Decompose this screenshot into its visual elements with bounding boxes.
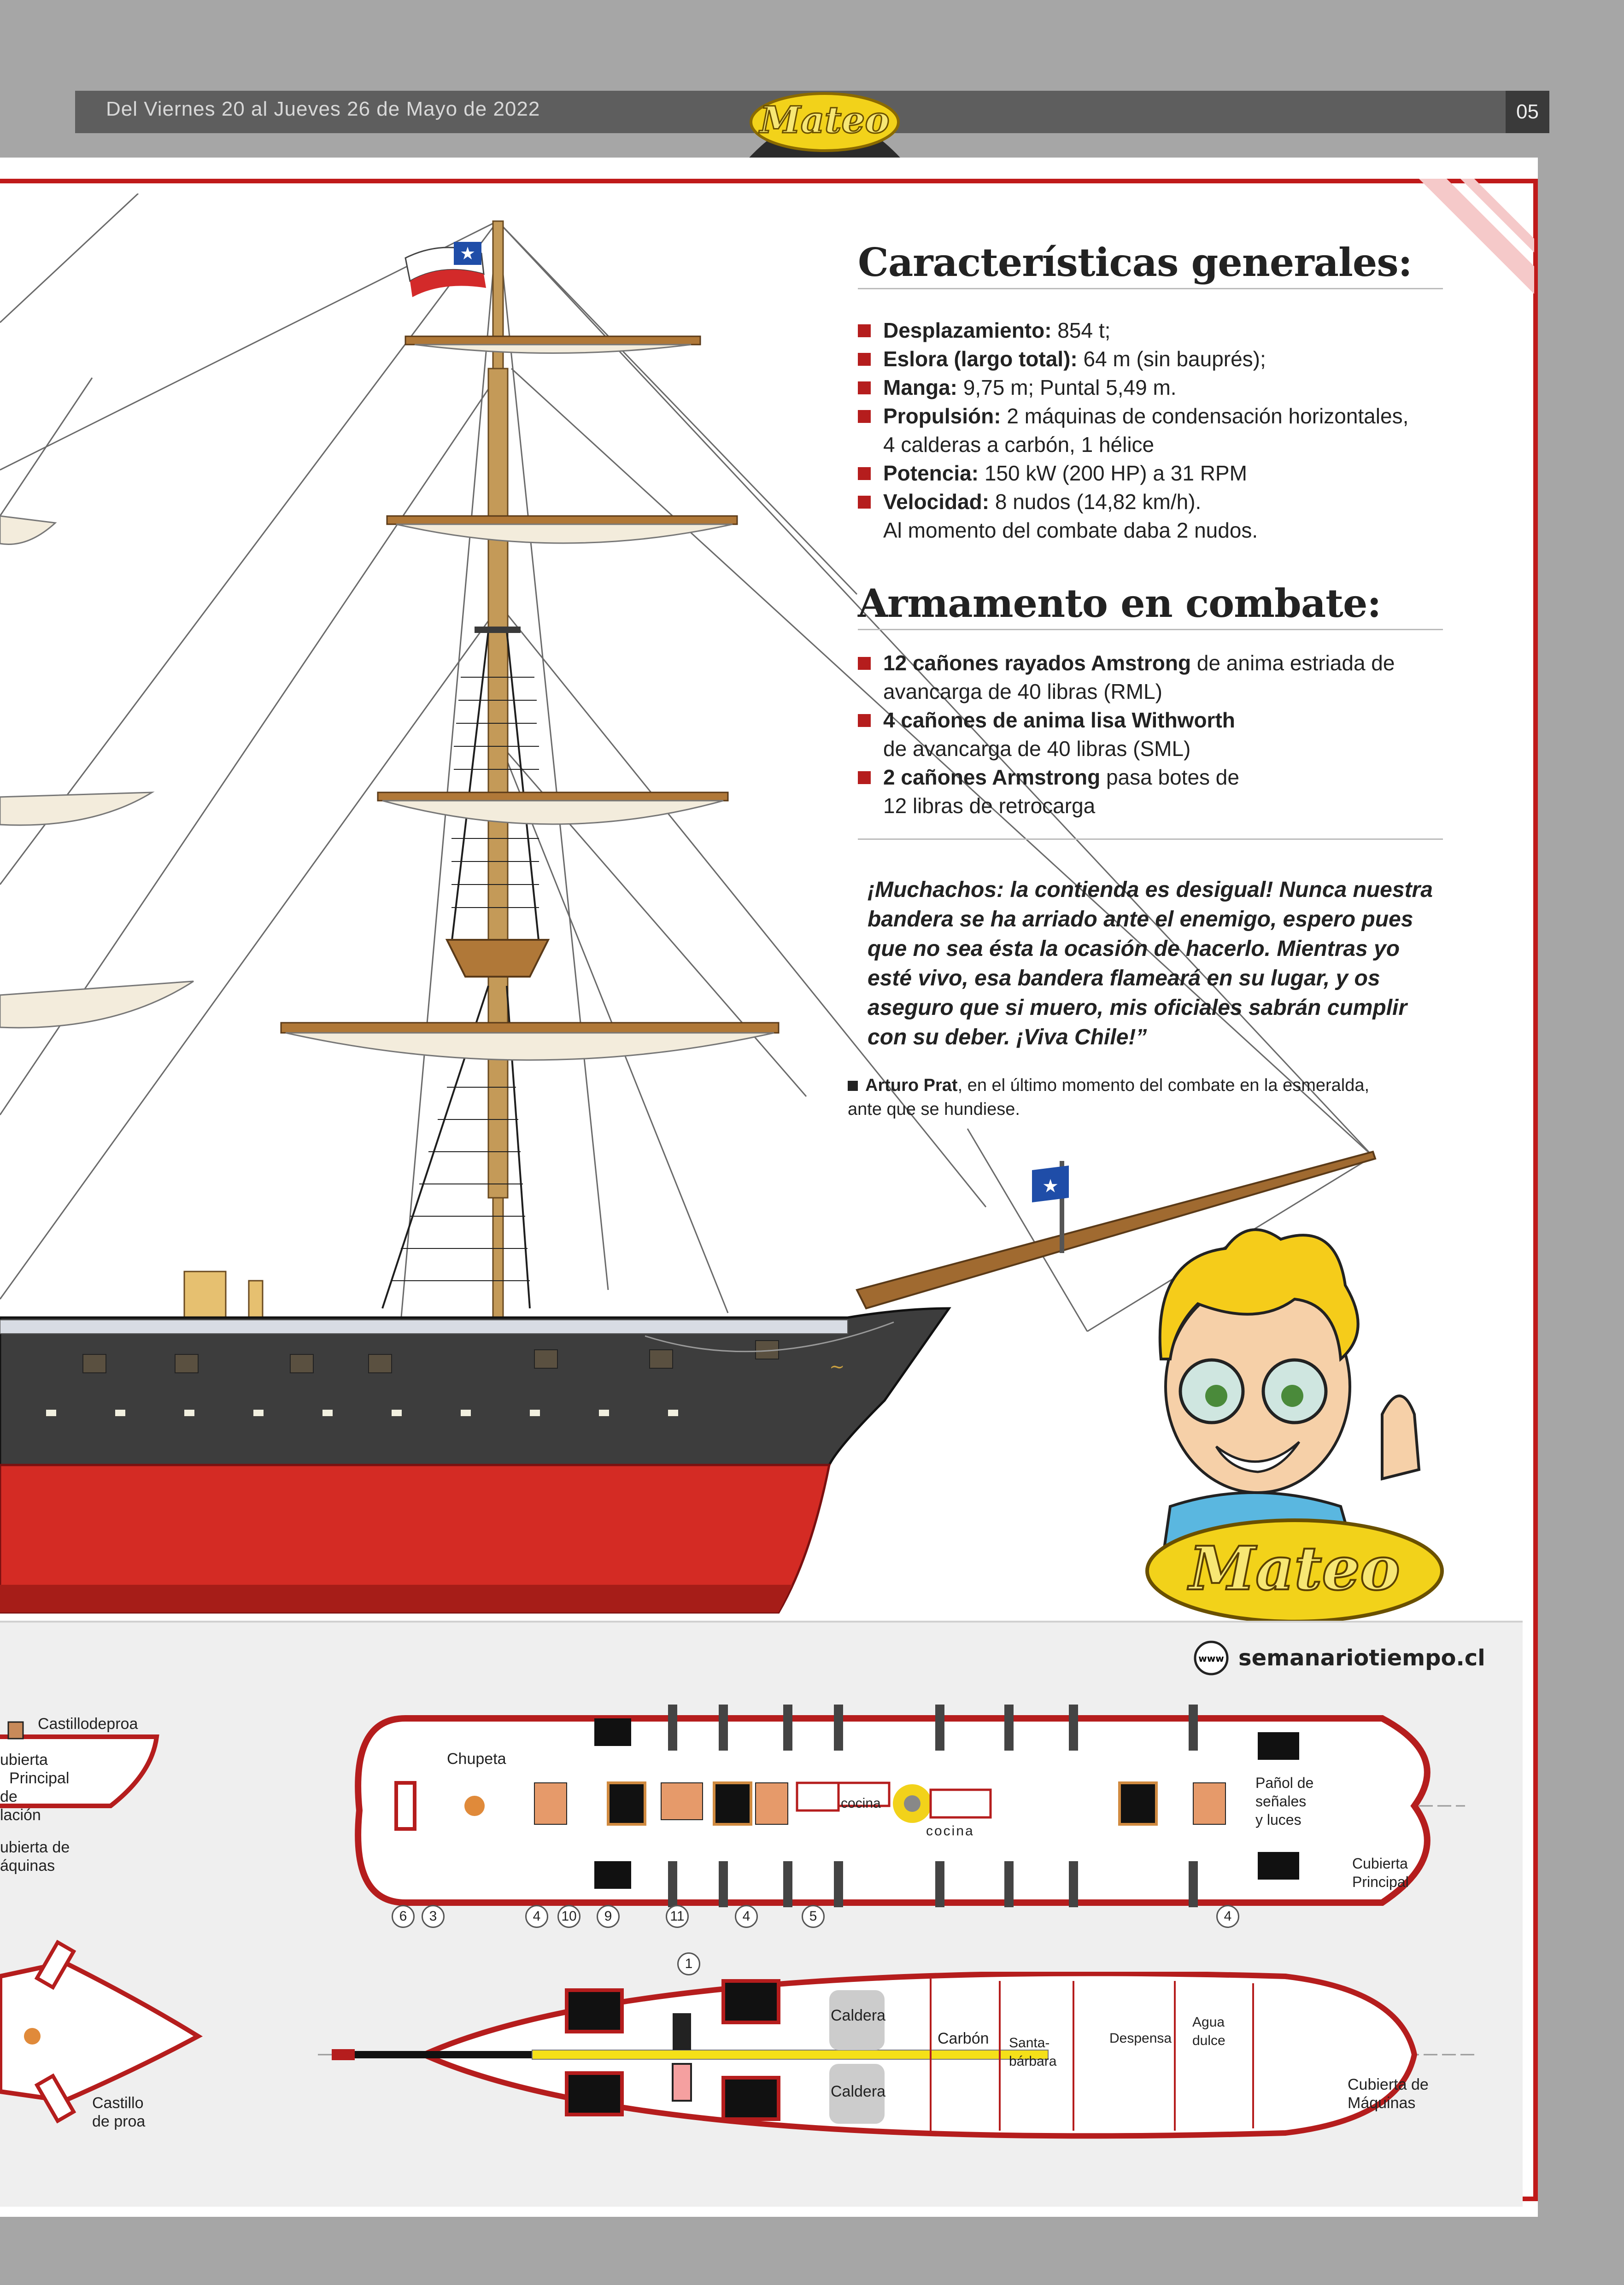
label-cubierta-principal-left: ubierta Principal de lación [0, 1751, 70, 1824]
spec-value: 150 kW (200 HP) a 31 RPM [979, 461, 1247, 485]
divider [0, 1621, 1523, 1623]
website-link[interactable] [1193, 1640, 1485, 1676]
label-caldera-bottom: Caldera [831, 2083, 886, 2100]
spec-value: 8 nudos (14,82 km/h). [989, 490, 1202, 514]
caracteristicas-section [858, 240, 1443, 545]
spec-item [858, 345, 1443, 373]
spec-item [858, 373, 1443, 402]
spec-continuation: de avancarga de 40 libras (SML) [883, 737, 1191, 761]
spec-item [858, 649, 1443, 706]
label-cubierta-maquinas: Cubierta de Máquinas [1348, 2076, 1429, 2112]
label-cocina-box: cocina [841, 1796, 881, 1811]
label-panol: Pañol de señales y luces [1255, 1775, 1314, 1828]
spec-label: Potencia: [883, 461, 979, 485]
spec-item [858, 763, 1443, 820]
spec-item [858, 706, 1443, 763]
bullet [858, 324, 871, 337]
deck-number-marker: 9 [597, 1905, 620, 1928]
spec-value: 2 máquinas de condensación horizontales, [1001, 404, 1409, 428]
quote-attribution [848, 1073, 1401, 1121]
bullet [858, 714, 871, 727]
label-castillo-proa-bottom: Castillo de proa [92, 2094, 146, 2130]
label-cocina: cocina [926, 1823, 974, 1839]
spec-value: 64 m (sin bauprés); [1077, 347, 1266, 371]
spec-item [858, 316, 1443, 345]
deck-number-marker: 11 [666, 1905, 689, 1928]
deck-number-marker: 6 [392, 1905, 415, 1928]
spec-item [858, 402, 1443, 459]
deck-number-marker: 4 [525, 1905, 548, 1928]
spec-item [858, 459, 1443, 487]
ratlines [392, 677, 539, 1281]
spec-value: pasa botes de [1100, 765, 1239, 789]
spec-continuation: 4 calderas a carbón, 1 hélice [883, 433, 1155, 457]
prat-quote: ¡Muchachos: la contienda es desigual! Nunca nuestra bandera se ha arriado ante el enemigo, espero pues que no sea ésta la ocasión de hacerlo. Mientras yo esté vivo, esa bandera flameará en su lugar, y os aseguro que si muero, mis oficiales sabrán cumplir con su deber. ¡Viva Chile!” [868, 878, 1433, 1049]
bullet [858, 496, 871, 509]
armamento-section [858, 580, 1443, 840]
logo-text: Mateo [760, 98, 890, 141]
spec-label: Propulsión: [883, 404, 1001, 428]
mateo-character [1143, 1221, 1474, 1635]
page-number: 05 [1506, 91, 1549, 133]
bullet [858, 771, 871, 784]
label-castillo-proa-top: Castillodeproa [38, 1715, 138, 1733]
label-despensa: Despensa [1109, 2031, 1172, 2046]
spec-label: Velocidad: [883, 490, 990, 514]
engine-number-marker: 1 [677, 1952, 700, 1975]
yard-sails [0, 336, 779, 1060]
caracteristicas-list [858, 316, 1443, 545]
spec-value: 9,75 m; Puntal 5,49 m. [957, 375, 1177, 399]
bullet [858, 467, 871, 480]
spec-label: Eslora (largo total): [883, 347, 1078, 371]
globe-icon [1193, 1640, 1229, 1676]
deck-number-marker: 5 [802, 1905, 825, 1928]
bullet [848, 1081, 858, 1091]
divider [858, 629, 1443, 630]
caracteristicas-title: Características generales: [858, 240, 1412, 285]
mateo-logo-text: Mateo [1189, 1533, 1400, 1604]
divider [858, 288, 1443, 289]
label-santa-barbara: Santa- bárbara [1009, 2035, 1057, 2069]
globe-icon-text: www [1198, 1653, 1224, 1664]
chile-flag [405, 242, 486, 297]
spec-label: Manga: [883, 375, 957, 399]
bow-flag [1032, 1166, 1069, 1202]
label-cubierta-principal: Cubierta Principal [1352, 1855, 1409, 1890]
svg-text:~: ~ [829, 1356, 845, 1377]
engine-deck-plan [318, 1972, 1493, 2156]
bullet [858, 381, 871, 394]
deck-number-marker: 3 [422, 1905, 445, 1928]
spec-label: 12 cañones rayados Amstrong [883, 651, 1191, 675]
armamento-title: Armamento en combate: [858, 580, 1381, 626]
spec-item [858, 487, 1443, 545]
spec-label: 2 cañones Armstrong [883, 765, 1101, 789]
quote-author: Arturo Prat [865, 1076, 958, 1095]
spec-value: de anima estriada de [1191, 651, 1395, 675]
label-chupeta: Chupeta [447, 1750, 506, 1768]
issue-date: Del Viernes 20 al Jueves 26 de Mayo de 2022 [106, 98, 540, 120]
divider [858, 838, 1443, 840]
website-url: semanariotiempo.cl [1238, 1645, 1485, 1671]
bullet [858, 353, 871, 366]
quote-author-note: , en el último momento del combate en la esmeralda, ante que se hundiese. [848, 1076, 1370, 1119]
bullet [858, 657, 871, 670]
deck-number-marker: 10 [557, 1905, 580, 1928]
spec-value: 854 t; [1051, 318, 1111, 342]
label-agua-dulce: Agua dulce [1192, 2015, 1225, 2048]
label-cubierta-maquinas-left: ubierta de áquinas [0, 1839, 70, 1875]
deck-number-marker: 4 [735, 1905, 758, 1928]
mateo-logo-top [737, 78, 912, 166]
spec-continuation: avancarga de 40 libras (RML) [883, 680, 1162, 703]
spec-label: 4 cañones de anima lisa Withworth [883, 708, 1235, 732]
spec-continuation: Al momento del combate daba 2 nudos. [883, 518, 1258, 542]
label-caldera-top: Caldera [831, 2007, 886, 2024]
label-carbon: Carbón [938, 2030, 989, 2047]
svg-text:★: ★ [459, 244, 476, 264]
armamento-list [858, 649, 1443, 820]
svg-text:★: ★ [1042, 1176, 1059, 1196]
spec-continuation: 12 libras de retrocarga [883, 794, 1096, 818]
spec-label: Desplazamiento: [883, 318, 1052, 342]
fighting-top [447, 940, 548, 977]
deck-number-marker: 4 [1216, 1905, 1239, 1928]
bullet [858, 410, 871, 423]
